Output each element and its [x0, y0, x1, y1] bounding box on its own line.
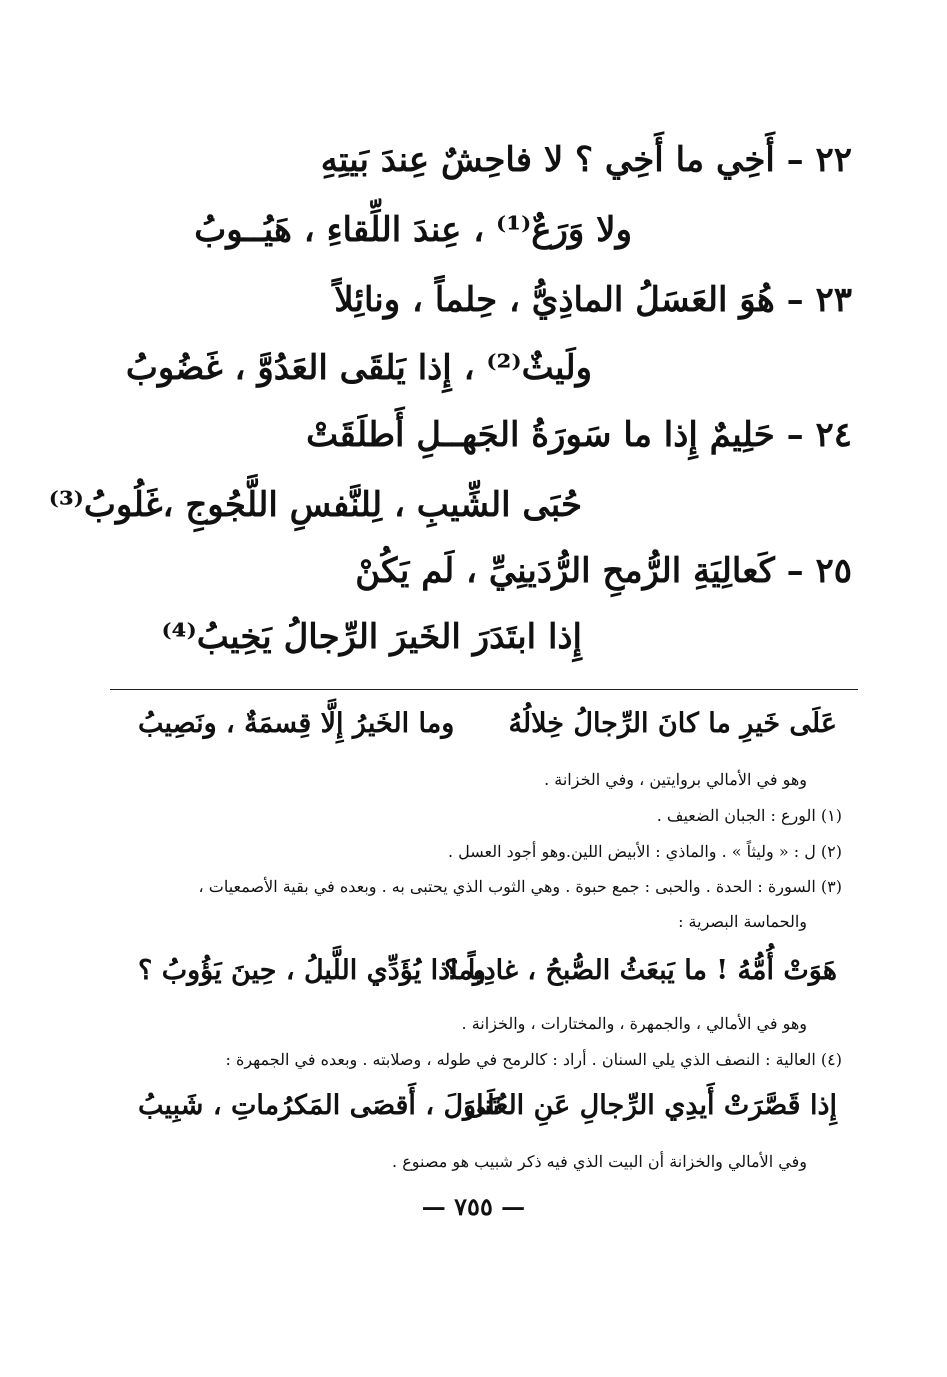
footnote-verse-3-left: تَناوَلَ ، أَقصَى المَكرُماتِ ، شَبِيبُ — [138, 1090, 500, 1121]
footnote-3-continuation: والحماسة البصرية : — [678, 912, 807, 931]
footnote-3: (٣) السورة : الحدة . والحبى : جمع حبوة . وهي الثوب الذي يحتبى به . وبعده في بقية الأصمعيات ، — [198, 877, 842, 896]
footnote-separator — [110, 689, 858, 690]
footnote-2: (٢) ل : « وليثاً » . والماذي : الأبيض اللين.وهو أجود العسل . — [447, 842, 842, 861]
footnote-verse-1-right: عَلَى خَيرِ ما كانَ الرِّجالُ خِلالُهُ — [508, 708, 837, 739]
footnote-note-3: وفي الأمالي والخزانة أن البيت الذي فيه ذكر شبيب هو مصنوع . — [392, 1152, 807, 1171]
verse-22-second-hemistich: ولا وَرَعٌ⁽¹⁾ ، عِندَ اللِّقاءِ ، هَيُــوبُ — [194, 210, 632, 250]
footnote-note-1: وهو في الأمالي بروايتين ، وفي الخزانة . — [544, 770, 807, 789]
verse-23-first-hemistich: ٢٣ – هُوَ العَسَلُ الماذِيُّ ، حِلماً ، ونائِلاً — [334, 280, 852, 320]
footnote-1: (١) الورع : الجبان الضعيف . — [656, 806, 842, 825]
footnote-verse-2-left: وماذا يُؤَدِّي اللَّيلُ ، حِينَ يَؤُوبُ ؟ — [138, 955, 486, 986]
footnote-4: (٤) العالية : النصف الذي يلي السنان . أراد : كالرمح في طوله ، وصلابته . وبعده في الجمهرة : — [225, 1050, 842, 1069]
footnote-verse-3-right: إِذا قَصَّرَتْ أَيدِي الرِّجالِ عَنِ العُلَى — [463, 1090, 837, 1121]
verse-25-first-hemistich: ٢٥ – كَعالِيَةِ الرُّمحِ الرُّدَينِيِّ ، لَم يَكُنْ — [355, 551, 852, 591]
verse-23-second-hemistich: ولَيثٌ⁽²⁾ ، إِذا يَلقَى العَدُوَّ ، غَضُوبُ — [125, 348, 592, 388]
footnote-verse-1-left: وما الخَيرُ إِلَّا قِسمَةٌ ، ونَصِيبُ — [138, 708, 455, 739]
verse-25-second-hemistich: إِذا ابتَدَرَ الخَيرَ الرِّجالُ يَخِيبُ⁽⁴⁾ — [161, 617, 582, 657]
footnote-verse-2-right: هَوَتْ أُمُّهُ ! ما يَبعَثُ الصُّبحُ ، غادِياً ؟ — [444, 955, 837, 986]
page-number: — ٧٥٥ — — [421, 1192, 526, 1221]
verse-24-second-hemistich: حُبَى الشِّيبِ ، لِلنَّفسِ اللَّجُوجِ ،غَلُوبُ⁽³⁾ — [48, 485, 582, 525]
footnote-note-2: وهو في الأمالي ، والجمهرة ، والمختارات ، والخزانة . — [461, 1014, 807, 1033]
verse-24-first-hemistich: ٢٤ – حَلِيمٌ إِذا ما سَورَةُ الجَهــلِ أَطلَقَتْ — [306, 415, 852, 455]
verse-22-first-hemistich: ٢٢ – أَخِي ما أَخِي ؟ لا فاحِشٌ عِندَ بَيتِهِ — [320, 140, 852, 180]
